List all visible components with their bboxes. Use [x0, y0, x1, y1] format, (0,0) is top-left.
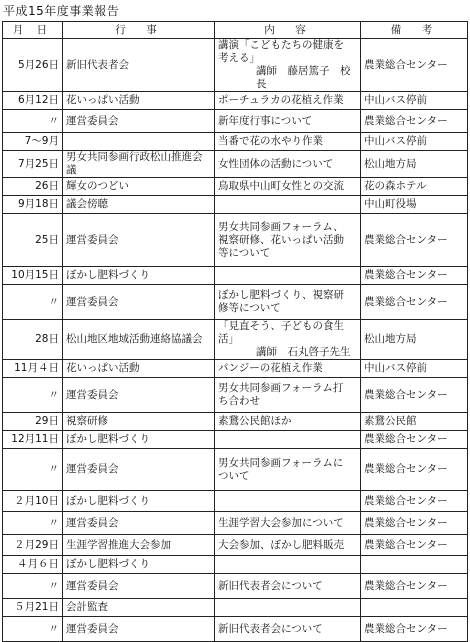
row-note: 中山バス停前	[361, 92, 468, 110]
row-content	[215, 491, 361, 512]
row-event: ぼかし肥料づくり	[63, 431, 215, 449]
row-date: 10月15日	[3, 267, 63, 285]
row-event: 運営委員会	[63, 285, 215, 320]
row-date: 〃	[3, 617, 63, 642]
content-line: 新年度行事について	[218, 114, 313, 127]
row-content	[215, 214, 361, 267]
table-row	[3, 449, 468, 491]
table-row	[3, 617, 468, 642]
header-content: 内 容	[215, 22, 361, 39]
row-event: 会計監査	[63, 599, 215, 617]
row-event: 花いっぱい活動	[63, 360, 215, 378]
table-row	[3, 413, 468, 431]
row-event: 生涯学習推進大会参加	[63, 535, 215, 556]
table-row	[3, 360, 468, 378]
table-row	[3, 285, 468, 320]
table-row	[3, 151, 468, 178]
table-row	[3, 320, 468, 360]
row-note: 農業総合センター	[361, 214, 468, 267]
row-note: 松山地方局	[361, 151, 468, 178]
header-note: 備 考	[361, 22, 468, 39]
row-date: ４月６日	[3, 556, 63, 574]
row-date: 25日	[3, 214, 63, 267]
table-row	[3, 178, 468, 196]
content-line: 新旧代表者会について	[218, 622, 323, 635]
row-note: 農業総合センター	[361, 378, 468, 413]
row-content	[215, 39, 361, 92]
row-note: 農業総合センター	[361, 39, 468, 92]
row-event: 運営委員会	[63, 512, 215, 535]
row-content	[215, 92, 361, 110]
content-line: 男女共同参画フォーラム、	[218, 220, 344, 233]
row-content	[215, 196, 361, 214]
row-date: 〃	[3, 574, 63, 599]
table-body	[3, 39, 468, 642]
content-line: 視察研修、花いっぱい活動	[218, 233, 344, 246]
row-event: 運営委員会	[63, 378, 215, 413]
row-content	[215, 378, 361, 413]
table-row	[3, 556, 468, 574]
content-line: 講演「こどもたちの健康を	[218, 39, 344, 51]
row-event: 運営委員会	[63, 110, 215, 133]
content-line: 「見直そう、子どもの食生活」	[218, 320, 344, 345]
activity-report-table	[2, 21, 468, 642]
row-date: ２月29日	[3, 535, 63, 556]
row-event: 議会傍聴	[63, 196, 215, 214]
content-line: 新旧代表者会について	[218, 579, 323, 592]
row-event: 輝女のつどい	[63, 178, 215, 196]
row-event	[63, 133, 215, 151]
row-content	[215, 285, 361, 320]
row-event: ぼかし肥料づくり	[63, 556, 215, 574]
table-row	[3, 133, 468, 151]
row-event: 運営委員会	[63, 214, 215, 267]
row-note: 中山バス停前	[361, 133, 468, 151]
row-date: 9月18日	[3, 196, 63, 214]
content-line: 男女共同参画フォーラムに	[218, 456, 344, 469]
row-event: 新旧代表者会	[63, 39, 215, 92]
table-row	[3, 599, 468, 617]
row-content	[215, 574, 361, 599]
row-date: 28日	[3, 320, 63, 360]
row-note: 農業総合センター	[361, 535, 468, 556]
row-date: ５月21日	[3, 599, 63, 617]
row-date: 〃	[3, 449, 63, 491]
content-line: 女性団体の活動について	[218, 157, 334, 170]
row-note: 農業総合センター	[361, 285, 468, 320]
content-line: 当番で花の水やり作業	[218, 135, 323, 147]
row-content	[215, 110, 361, 133]
report-title: 平成15年度事業報告	[3, 4, 120, 18]
row-date: 〃	[3, 285, 63, 320]
row-content	[215, 556, 361, 574]
table-row	[3, 491, 468, 512]
row-event: 運営委員会	[63, 449, 215, 491]
row-note: 素鵞公民館	[361, 413, 468, 431]
content-line: 鳥取県中山町女性との交流	[218, 180, 344, 192]
row-date: 6月12日	[3, 92, 63, 110]
row-note: 中山町役場	[361, 196, 468, 214]
table-row	[3, 574, 468, 599]
table-row	[3, 39, 468, 92]
header-date: 月 日	[3, 22, 63, 39]
row-date: 〃	[3, 512, 63, 535]
row-note	[361, 599, 468, 617]
content-line: ち合わせ	[218, 395, 260, 407]
row-note: 農業総合センター	[361, 512, 468, 535]
content-line: 講師 石丸啓子先生	[256, 346, 351, 358]
row-note: 農業総合センター	[361, 267, 468, 285]
row-note: 農業総合センター	[361, 449, 468, 491]
content-line: パンジーの花植え作業	[218, 362, 323, 374]
row-content	[215, 133, 361, 151]
row-content	[215, 617, 361, 642]
row-note: 中山バス停前	[361, 360, 468, 378]
content-line: 素鵞公民館ほか	[218, 415, 292, 427]
content-line: 等について	[218, 246, 271, 259]
content-line: 修等について	[218, 302, 281, 314]
row-note: 農業総合センター	[361, 110, 468, 133]
table-row	[3, 535, 468, 556]
row-content	[215, 512, 361, 535]
row-note: 農業総合センター	[361, 491, 468, 512]
row-date: 7月25日	[3, 151, 63, 178]
row-content	[215, 178, 361, 196]
row-note: 花の森ホテル	[361, 178, 468, 196]
content-line: 講師 藤居篤子 校長	[256, 65, 351, 90]
row-event: 運営委員会	[63, 574, 215, 599]
row-note: 農業総合センター	[361, 574, 468, 599]
row-date: 7～9月	[3, 133, 63, 151]
content-line: 生涯学習大会参加について	[218, 516, 344, 529]
header-event: 行 事	[63, 22, 215, 39]
row-note: 農業総合センター	[361, 431, 468, 449]
row-content	[215, 413, 361, 431]
row-content	[215, 151, 361, 178]
row-event: 花いっぱい活動	[63, 92, 215, 110]
row-note: 農業総合センター	[361, 617, 468, 642]
row-date: 〃	[3, 378, 63, 413]
row-note: 松山地方局	[361, 320, 468, 360]
row-content	[215, 320, 361, 360]
row-date: 11月４日	[3, 360, 63, 378]
row-event: 視察研修	[63, 413, 215, 431]
row-content	[215, 535, 361, 556]
table-row	[3, 214, 468, 267]
content-line: ぼかし肥料づくり、視察研	[218, 289, 344, 301]
content-line: ついて	[218, 469, 250, 482]
content-line: 男女共同参画フォーラム打	[218, 382, 344, 394]
row-content	[215, 449, 361, 491]
row-content	[215, 267, 361, 285]
table-header-row	[3, 22, 468, 39]
content-line: 考える」	[218, 52, 260, 64]
row-event: 松山地区地域活動連絡協議会	[63, 320, 215, 360]
row-content	[215, 360, 361, 378]
table-row	[3, 196, 468, 214]
row-content	[215, 431, 361, 449]
table-row	[3, 431, 468, 449]
row-note	[361, 556, 468, 574]
row-event: 運営委員会	[63, 617, 215, 642]
row-date: 5月26日	[3, 39, 63, 92]
row-event: 男女共同参画行政松山推進会議	[63, 151, 215, 178]
row-date: 〃	[3, 110, 63, 133]
table-row	[3, 512, 468, 535]
row-event: ぼかし肥料づくり	[63, 491, 215, 512]
row-date: 29日	[3, 413, 63, 431]
row-content	[215, 599, 361, 617]
table-row	[3, 267, 468, 285]
row-date: 26日	[3, 178, 63, 196]
row-date: 12月11日	[3, 431, 63, 449]
table-row	[3, 378, 468, 413]
content-line: 大会参加、ぼかし肥料販売	[218, 538, 344, 551]
row-date: ２月10日	[3, 491, 63, 512]
row-event: ぼかし肥料づくり	[63, 267, 215, 285]
table-row	[3, 92, 468, 110]
content-line: ポーチュラカの花植え作業	[218, 94, 344, 106]
table-row	[3, 110, 468, 133]
